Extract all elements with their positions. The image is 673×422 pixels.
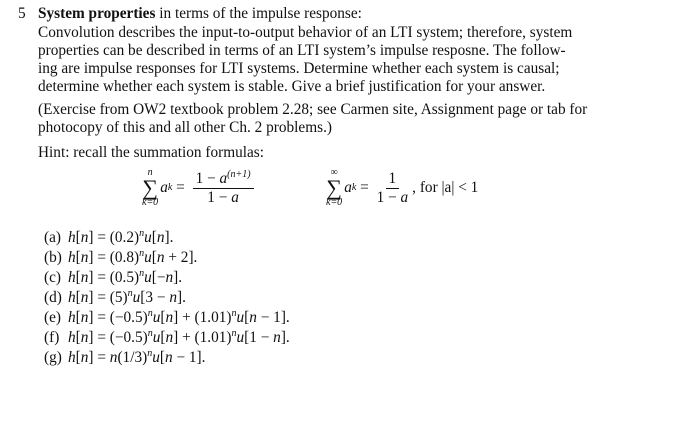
item-expression: $h[n] = n(1/3)^nu[n - 1]$.: [68, 348, 206, 366]
fraction: [193, 170, 254, 207]
item-label: (g): [44, 349, 62, 366]
note-line: photocopy of this and all other Ch. 2 problems.): [38, 119, 332, 136]
item-label: (f): [44, 329, 60, 346]
den-var: a: [400, 188, 409, 206]
impulse-response-item: [44, 269, 182, 287]
body-line: properties can be described in terms of an LTI system’s impulse resposne. The follow-: [38, 42, 566, 59]
impulse-response-item: [44, 349, 205, 367]
den-var: a: [231, 188, 239, 206]
impulse-response-item: [44, 329, 290, 347]
condition: , for |a| < 1: [412, 179, 479, 196]
term: a: [160, 179, 168, 196]
impulse-response-item: [44, 289, 186, 307]
body-line: determine whether each system is stable. Give a brief justification for your answer.: [38, 78, 546, 95]
finite-sum-formula: [142, 168, 258, 208]
problem-title-rest: in terms of the impulse response:: [155, 5, 362, 22]
num: 1 −: [195, 169, 220, 187]
geometric-series-formula: [326, 168, 478, 208]
num-var: a: [219, 169, 228, 187]
impulse-response-item: [44, 309, 290, 327]
item-label: (a): [44, 229, 61, 246]
item-expression: $h[n] = (0.5)^nu[-n]$.: [68, 268, 183, 286]
sigma: [326, 168, 342, 208]
impulse-response-item: [44, 249, 197, 267]
item-label: (d): [44, 289, 62, 306]
problem-title: System properties: [38, 5, 156, 22]
den: 1 −: [376, 188, 401, 206]
equals: =: [356, 179, 373, 196]
item-expression: $h[n] = (-0.5)^nu[n] + (1.01)^nu[n - 1]$.: [68, 308, 290, 326]
item-expression: $h[n] = (0.2)^nu[n]$.: [68, 228, 174, 246]
item-expression: $h[n] = (5)^nu[3 - n]$.: [68, 288, 186, 306]
body-line: Convolution describes the input-to-output behavior of an LTI system; therefore, system: [38, 24, 573, 41]
num: 1: [386, 170, 400, 189]
sigma-symbol: ∑: [142, 175, 158, 200]
item-label: (c): [44, 269, 61, 286]
lower-limit: k=0: [326, 197, 343, 208]
exponent: k: [351, 182, 357, 193]
item-label: (b): [44, 249, 62, 266]
den: 1 −: [207, 188, 232, 206]
item-label: (e): [44, 309, 61, 326]
item-expression: $h[n] = (0.8)^nu[n + 2]$.: [68, 248, 198, 266]
fraction: [377, 170, 409, 207]
lower-limit: k=0: [142, 197, 159, 208]
equals: =: [172, 179, 189, 196]
impulse-response-item: [44, 229, 173, 247]
sigma-symbol: ∑: [326, 175, 342, 200]
exponent: k: [167, 182, 173, 193]
sigma: [142, 168, 158, 208]
item-expression: $h[n] = (-0.5)^nu[n] + (1.01)^nu[1 - n]$.: [68, 328, 290, 346]
problem-number: 5: [18, 5, 26, 22]
hint: Hint: recall the summation formulas:: [38, 144, 265, 161]
num-exp: (n+1): [227, 168, 251, 180]
upper-limit: n: [147, 167, 153, 178]
problem-heading: [38, 5, 362, 23]
note-line: (Exercise from OW2 textbook problem 2.28; see Carmen site, Assignment page or tab for: [38, 101, 588, 118]
term: a: [344, 179, 352, 196]
upper-limit: ∞: [330, 167, 338, 178]
body-line: ing are impulse responses for LTI systems. Determine whether each system is causal;: [38, 60, 560, 77]
